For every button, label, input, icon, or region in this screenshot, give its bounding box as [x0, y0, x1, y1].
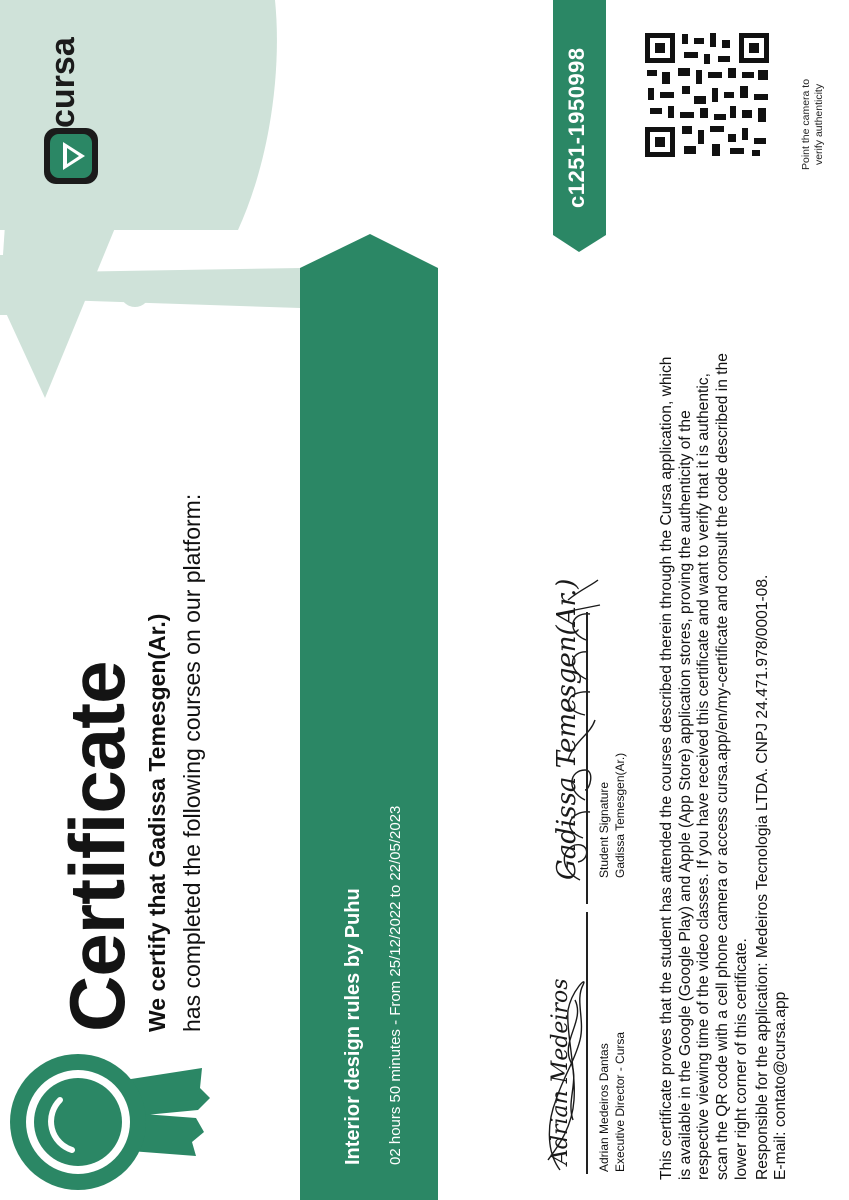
student-signature-text: Gadissa Temesgen(Ar.)	[552, 578, 582, 880]
qr-caption	[800, 79, 826, 170]
qr-code-icon	[642, 30, 772, 160]
course-meta: 02 hours 50 minutes - From 25/12/2022 to 22/05/2023	[387, 805, 404, 1165]
certify-statement: We certify that Gadissa Temesgen(Ar.)	[144, 613, 170, 1032]
director-signature-text: Adrian Medeiros	[548, 978, 573, 1165]
legal-line: E-mail: contato@cursa.app	[772, 991, 790, 1180]
student-name: Gadissa Temesgen(Ar.)	[613, 752, 627, 878]
student-signature-label: Student Signature	[597, 781, 611, 878]
course-banner	[300, 234, 438, 1200]
page-title: Certificate	[53, 661, 141, 1032]
certificate-code: c1251-1950998	[564, 47, 589, 208]
director-name: Adrian Medeiros Dantas	[597, 1043, 611, 1172]
legal-line: lower right corner of this certificate.	[732, 938, 750, 1180]
completed-statement: has completed the following courses on our platform:	[179, 493, 205, 1032]
legal-text	[658, 353, 791, 1180]
director-signature-line	[586, 912, 588, 1174]
director-role: Executive Director - Cursa	[613, 1031, 627, 1172]
legal-line: respective viewing time of the video classes. If you have received this certificate and want to verify that it is authentic,	[695, 373, 713, 1180]
legal-line: is available in the Google (Google Play) and Apple (App Store) application stores, proving the authenticity of the	[676, 410, 694, 1180]
legal-line: Responsible for the application: Medeiros Tecnologia LTDA. CNPJ 24.471.978/0001-08.	[753, 574, 771, 1180]
course-name: Interior design rules by Puhu	[342, 888, 364, 1165]
brand-name: cursa	[44, 37, 82, 128]
certificate-seal-icon	[10, 1054, 210, 1190]
legal-line: scan the QR code with a cell phone camera or access cursa.app/en/my-certificate and consult the code described in the	[714, 353, 732, 1180]
student-signature-line	[586, 612, 588, 904]
cursa-logo-icon	[44, 128, 98, 184]
legal-line: This certificate proves that the student has attended the courses described therein through the Cursa application, which	[658, 356, 675, 1180]
qr-caption-line: Point the camera to	[800, 78, 812, 170]
qr-caption-line: verify authenticity	[813, 83, 826, 166]
